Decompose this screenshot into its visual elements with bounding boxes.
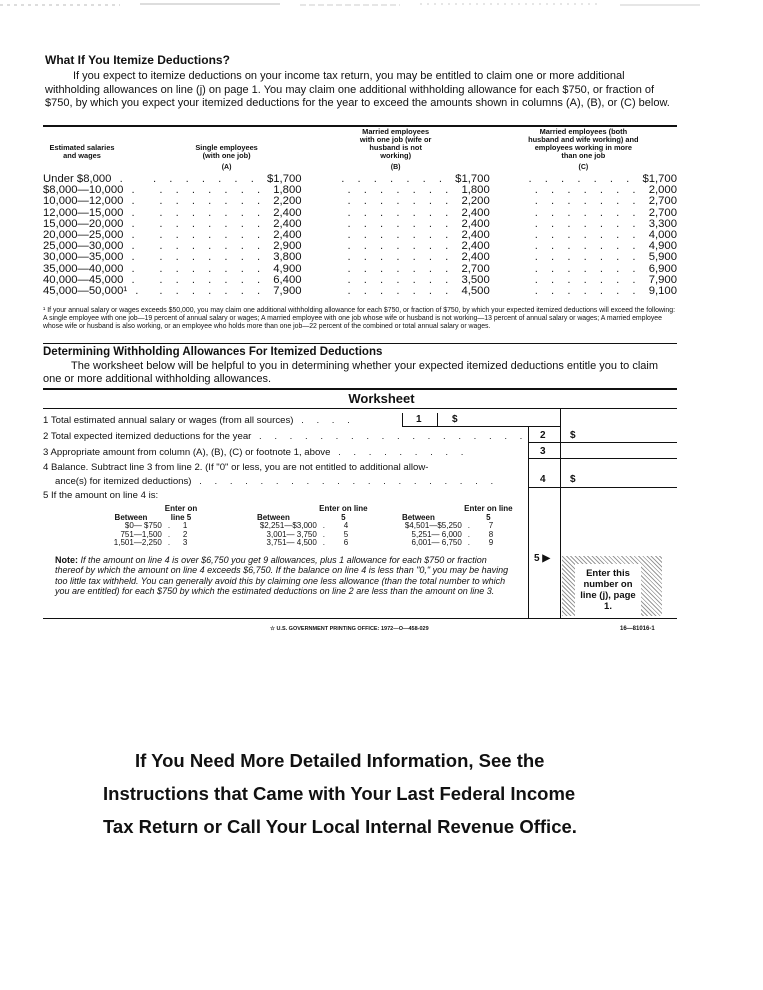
- intro-paragraph: [45, 70, 677, 111]
- line-4b-text: ance(s) for itemized deductions): [55, 476, 192, 487]
- dot-leader: . . . . . . .: [347, 263, 462, 275]
- table-row: [43, 174, 677, 185]
- table-cell-salary: [43, 275, 152, 286]
- table-cell-a: [152, 264, 302, 275]
- table-cell-a: [152, 252, 302, 263]
- cell-salary-text: 15,000—20,000: [43, 218, 124, 230]
- dot-leader: . . . . . . .: [159, 218, 274, 230]
- line-2-dots: . . . . . . . . . . . . . . . . . .: [251, 431, 528, 442]
- range-text: 5,251— 6,000: [411, 529, 462, 539]
- dot-leader: . . . . . . .: [347, 241, 462, 253]
- table-cell-a: [152, 275, 302, 286]
- table-cell-b: [302, 219, 490, 230]
- table-cell-a: [152, 286, 302, 297]
- closing-line-2: Instructions that Came with Your Last Federal Income: [103, 783, 576, 804]
- closing-line-3: Tax Return or Call Your Local Internal Revenue Office.: [103, 816, 577, 837]
- line5-range-row: [375, 539, 515, 548]
- line5-table-header: [100, 505, 200, 522]
- dot-leader: .: [123, 241, 140, 253]
- range-text: 3,001— 3,750: [266, 529, 317, 539]
- section2-paragraph: [43, 360, 677, 386]
- cell-c-text: 4,900: [648, 241, 677, 253]
- dot-leader: . . . . . . .: [159, 230, 274, 242]
- table-cell-b: [302, 275, 490, 286]
- line-1-box-left: [402, 413, 403, 427]
- table-cell-b: [302, 241, 490, 252]
- line5-table-header: [230, 505, 370, 522]
- cell-a-text: 6,400: [273, 274, 302, 286]
- table-cell-a: [152, 185, 302, 196]
- header-c: [490, 128, 677, 174]
- table-row: [43, 185, 677, 196]
- dot-leader: . . . . . . .: [159, 252, 274, 264]
- line-1-dollar: $: [452, 414, 458, 425]
- dot-leader: . . . . . . .: [341, 174, 456, 185]
- dot-leader: . . . . . . .: [534, 185, 649, 197]
- dot-leader: . . . . . . .: [159, 185, 274, 197]
- table-cell-a: [152, 219, 302, 230]
- cell-c-text: 9,100: [648, 286, 677, 298]
- dot-leader: .: [467, 529, 471, 539]
- header-a-col: (A): [221, 164, 232, 171]
- worksheet-top-rule: [43, 388, 677, 390]
- cell-c-text: 7,900: [648, 274, 677, 286]
- dot-leader: .: [123, 218, 140, 230]
- worksheet-number-col-right: [560, 408, 561, 618]
- dot-leader: . . . . . . .: [534, 263, 649, 275]
- dot-leader: .: [123, 207, 140, 219]
- table-cell-c: [490, 196, 677, 207]
- enter-label: Enter on line 5: [164, 504, 198, 522]
- range-text: $0— $750: [124, 521, 162, 530]
- section2-text: The worksheet below will be helpful to you in determining whether your expected itemized deductions entitle you to claim one or more additional withholding allowances.: [43, 360, 658, 385]
- cell-salary-text: 25,000—30,000: [43, 241, 124, 253]
- cell-c-text: $1,700: [642, 174, 677, 185]
- table-cell-b: [302, 286, 490, 297]
- header-a: [152, 128, 302, 174]
- form-number: 16—81016-1: [620, 626, 655, 632]
- table-cell-a: [152, 208, 302, 219]
- line-4-entry-field[interactable]: [528, 487, 677, 488]
- enter-value: 8: [488, 529, 494, 539]
- dot-leader: .: [167, 529, 171, 539]
- dot-leader: . . . . . . .: [534, 286, 649, 298]
- table-cell-salary: [43, 174, 152, 185]
- table-cell-c: [490, 286, 677, 297]
- dot-leader: . . . . . . .: [347, 185, 462, 197]
- table-cell-salary: [43, 196, 152, 207]
- dot-leader: .: [123, 263, 140, 275]
- range-text: 3,751— 4,500: [266, 538, 317, 547]
- cell-salary-text: $8,000—10,000: [43, 185, 124, 197]
- dot-leader: .: [322, 529, 326, 539]
- cell-salary-text: Under $8,000: [43, 174, 112, 185]
- header-salary-text: Estimated salaries and wages: [49, 143, 115, 160]
- line5-table-group-2: [230, 505, 370, 548]
- table-row: [43, 275, 677, 286]
- table-row: [43, 208, 677, 219]
- cell-c-text: 4,000: [648, 230, 677, 242]
- enter-label: Enter on line 5: [319, 504, 368, 522]
- header-c-text: Married employees (both husband and wife working) and employees working in more than one job: [528, 127, 639, 160]
- range-text: 6,001— 6,750: [411, 538, 462, 547]
- table-cell-c: [490, 230, 677, 241]
- section2-rule: [43, 343, 677, 344]
- table-cell-salary: [43, 219, 152, 230]
- note-text: If the amount on line 4 is over $6,750 you get 9 allowances, plus 1 allowance for each $750 or fraction thereof by which the amount on line 4 exceeds $6,750. If the balance on line 4 is less than "0," you may be having too little tax withheld. You can generally avoid this by claiming one less allowance (than the total number to which you are entitled) for each $750 by which the estimated deductions on line 2 are less than the amount on line 3.: [55, 555, 509, 596]
- dot-leader: .: [467, 538, 471, 547]
- allowance-table: [43, 128, 677, 297]
- line-5-number: [534, 553, 550, 564]
- enter-label: Enter on line 5: [464, 504, 513, 522]
- note-label: Note:: [55, 555, 78, 565]
- dot-leader: . . . . . . .: [159, 241, 274, 253]
- table-cell-c: [490, 174, 677, 185]
- intro-text: If you expect to itemize deductions on your income tax return, you may be entitled to claim one or more additional withholding allowances on line (j) on page 1. You may claim one additional withholding allowance for each $750, or fraction of $750, by which you expect your itemized deductions for the year to exceed the amounts shown in columns (A), (B), or (C) below.: [45, 70, 670, 109]
- cell-b-text: 2,400: [461, 218, 490, 230]
- cell-a-text: 2,900: [273, 241, 302, 253]
- cell-salary-text: 10,000—12,000: [43, 196, 124, 208]
- table-cell-salary: [43, 185, 152, 196]
- dot-leader: . . . . . . .: [534, 230, 649, 242]
- dot-leader: . . . . . . .: [153, 174, 267, 185]
- top-edge-marks: [0, 0, 763, 10]
- arrow-right-icon: ▶: [542, 553, 551, 564]
- dot-leader: . . . . . . .: [159, 207, 274, 219]
- enter-value: 1: [182, 521, 188, 530]
- cell-a-text: 1,800: [273, 185, 302, 197]
- enter-value: 5: [343, 529, 349, 539]
- dot-leader: . . . . . . .: [534, 241, 649, 253]
- dot-leader: . . . . . . .: [534, 252, 649, 264]
- table-row: [43, 241, 677, 252]
- table-cell-b: [302, 230, 490, 241]
- table-cell-c: [490, 275, 677, 286]
- header-b-text: Married employees with one job (wife or husband is not working): [359, 127, 432, 160]
- between-label: Between: [114, 512, 148, 522]
- line-2-text: 2 Total expected itemized deductions for the year: [43, 431, 252, 442]
- dot-leader: . . . . . . .: [534, 274, 649, 286]
- enter-value: 9: [488, 538, 494, 547]
- table-cell-a: [152, 230, 302, 241]
- line-2-dollar: $: [570, 430, 576, 441]
- cell-a-text: 2,200: [273, 196, 302, 208]
- line5-table-group-1: [100, 505, 200, 548]
- enter-this-number-box[interactable]: [562, 560, 654, 615]
- cell-b-text: 3,500: [461, 274, 490, 286]
- cell-salary-text: 45,000—50,000¹: [43, 286, 128, 298]
- line-4-number: 4: [540, 474, 546, 485]
- table-row: [43, 252, 677, 263]
- section-heading: What If You Itemize Deductions?: [45, 53, 230, 67]
- table-cell-b: [302, 185, 490, 196]
- closing-line-1: If You Need More Detailed Information, See the: [135, 750, 545, 771]
- section2-heading: Determining Withholding Allowances For Itemized Deductions: [43, 346, 383, 358]
- table-cell-salary: [43, 230, 152, 241]
- dot-leader: .: [123, 252, 140, 264]
- cell-b-text: $1,700: [455, 174, 490, 185]
- dot-leader: . . . . . . .: [534, 207, 649, 219]
- cell-c-text: 6,900: [648, 263, 677, 275]
- cell-a-text: 3,800: [273, 252, 302, 264]
- dot-leader: .: [127, 286, 144, 298]
- dot-leader: .: [467, 521, 471, 530]
- enter-value: 6: [343, 538, 349, 547]
- dot-leader: . . . . . . .: [534, 218, 649, 230]
- table-cell-b: [302, 208, 490, 219]
- worksheet-line-1: [43, 415, 355, 426]
- header-a-text: Single employees (with one job): [195, 143, 258, 160]
- worksheet-title-rule: [43, 408, 677, 409]
- line-3-entry-field[interactable]: [528, 458, 677, 459]
- table-row: [43, 219, 677, 230]
- cell-salary-text: 20,000—25,000: [43, 230, 124, 242]
- table-cell-b: [302, 174, 490, 185]
- table-cell-a: [152, 174, 302, 185]
- dot-leader: . . . . . . .: [534, 196, 649, 208]
- dot-leader: .: [111, 174, 128, 185]
- between-label: Between: [401, 512, 435, 522]
- line-1-box-right: [437, 413, 438, 427]
- line5-table-group-3: [375, 505, 515, 548]
- printing-office-imprint: ☆ U.S. GOVERNMENT PRINTING OFFICE: 1972—O—458-029: [270, 626, 429, 632]
- cell-b-text: 2,400: [461, 230, 490, 242]
- dot-leader: . . . . . . .: [159, 196, 274, 208]
- table-row: [43, 230, 677, 241]
- table-row: [43, 196, 677, 207]
- cell-c-text: 2,700: [648, 207, 677, 219]
- dot-leader: .: [123, 185, 140, 197]
- cell-b-text: 2,400: [461, 241, 490, 253]
- dot-leader: . . . . . . .: [347, 218, 462, 230]
- line-3-text: 3 Appropriate amount from column (A), (B), (C) or footnote 1, above: [43, 447, 331, 458]
- line5-range-row: [230, 539, 370, 548]
- dot-leader: .: [167, 521, 171, 530]
- table-cell-a: [152, 241, 302, 252]
- dot-leader: . . . . . . .: [347, 207, 462, 219]
- line5-range-row: [100, 539, 200, 548]
- cell-a-text: 4,900: [273, 263, 302, 275]
- cell-b-text: 4,500: [461, 286, 490, 298]
- table-cell-c: [490, 241, 677, 252]
- table-cell-c: [490, 208, 677, 219]
- table-cell-c: [490, 185, 677, 196]
- table-cell-salary: [43, 208, 152, 219]
- line-1-entry-field[interactable]: [402, 426, 560, 427]
- enter-value: 2: [182, 529, 188, 539]
- table-row: [43, 264, 677, 275]
- worksheet-bottom-rule: [43, 618, 677, 619]
- cell-a-text: 2,400: [273, 218, 302, 230]
- dot-leader: . . . . . . .: [159, 286, 274, 298]
- worksheet-line-2: [43, 431, 527, 442]
- line-1-number: 1: [416, 414, 422, 425]
- dot-leader: . . . . . . .: [347, 196, 462, 208]
- between-label: Between: [256, 512, 290, 522]
- header-b: [302, 128, 490, 174]
- line-1-dots: . . . .: [293, 415, 355, 426]
- range-text: 751—1,500: [120, 529, 162, 539]
- line5-table-header: [375, 505, 515, 522]
- line-5-number-text: 5: [534, 553, 540, 564]
- cell-b-text: 2,200: [461, 196, 490, 208]
- table-cell-salary: [43, 252, 152, 263]
- enter-value: 3: [182, 538, 188, 547]
- line-4-dots: . . . . . . . . . . . . . . . . . . . .: [191, 476, 499, 487]
- line-2-number: 2: [540, 430, 546, 441]
- cell-c-text: 3,300: [648, 218, 677, 230]
- worksheet-line-3: [43, 447, 468, 458]
- cell-c-text: 2,700: [648, 196, 677, 208]
- cell-salary-text: 35,000—40,000: [43, 263, 124, 275]
- cell-a-text: $1,700: [266, 174, 302, 185]
- line-3-dots: . . . . . . . . .: [330, 447, 469, 458]
- line-4-dollar: $: [570, 474, 576, 485]
- dot-leader: .: [123, 274, 140, 286]
- table-cell-b: [302, 264, 490, 275]
- table-cell-c: [490, 252, 677, 263]
- header-salary: [43, 128, 152, 174]
- cell-a-text: 2,400: [273, 207, 302, 219]
- table-cell-b: [302, 252, 490, 263]
- worksheet-number-col-left: [528, 426, 529, 618]
- dot-leader: .: [322, 521, 326, 530]
- table-cell-c: [490, 219, 677, 230]
- table-footnote: ¹ If your annual salary or wages exceeds $50,000, you may claim one additional withholding allowance for each $750, or fraction of $750, by which your expected itemized deductions will exceed the following: A single employee with one job—19 percent of annual salary or wages; A married employee with one job whose wife or husband is not working—13 percent of annual salary or wages; A married employee whose wife or husband is also working, or an employee who holds more than one job—22 percent of the combined or total annual salary or wages.: [43, 307, 676, 330]
- cell-b-text: 1,800: [461, 185, 490, 197]
- dot-leader: .: [322, 538, 326, 547]
- cell-salary-text: 40,000—45,000: [43, 274, 124, 286]
- cell-c-text: 2,000: [648, 185, 677, 197]
- dot-leader: . . . . . . .: [159, 274, 274, 286]
- table-cell-c: [490, 264, 677, 275]
- dot-leader: . . . . . . .: [347, 230, 462, 242]
- cell-salary-text: 12,000—15,000: [43, 207, 124, 219]
- table-cell-a: [152, 196, 302, 207]
- cell-b-text: 2,400: [461, 207, 490, 219]
- table-row: [43, 286, 677, 297]
- dot-leader: . . . . . . .: [347, 286, 462, 298]
- cell-salary-text: 30,000—35,000: [43, 252, 124, 264]
- cell-b-text: 2,700: [461, 263, 490, 275]
- cell-a-text: 2,400: [273, 230, 302, 242]
- worksheet-note: [55, 555, 515, 596]
- dot-leader: . . . . . . .: [159, 263, 274, 275]
- worksheet-line-4a: 4 Balance. Subtract line 3 from line 2. (If "0" or less, you are not entitled to additional allow-: [43, 462, 429, 473]
- line-3-number: 3: [540, 446, 546, 457]
- enter-box-text: Enter this number on line (j), page 1.: [575, 564, 641, 616]
- dot-leader: . . . . . . .: [347, 274, 462, 286]
- header-c-col: (C): [578, 164, 589, 171]
- worksheet-title: Worksheet: [348, 391, 415, 406]
- cell-a-text: 7,900: [273, 286, 302, 298]
- dot-leader: .: [123, 230, 140, 242]
- cell-b-text: 2,400: [461, 252, 490, 264]
- header-b-col: (B): [390, 164, 401, 171]
- table-cell-salary: [43, 286, 152, 297]
- enter-value: 4: [343, 521, 349, 530]
- line-2-entry-field[interactable]: [528, 442, 677, 443]
- cell-c-text: 5,900: [648, 252, 677, 264]
- dot-leader: . . . . . . .: [347, 252, 462, 264]
- worksheet-line-5: 5 If the amount on line 4 is:: [43, 490, 159, 501]
- dot-leader: .: [123, 196, 140, 208]
- range-text: $4,501—$5,250: [404, 521, 462, 530]
- worksheet-line-4b: [55, 476, 498, 487]
- enter-value: 7: [488, 521, 494, 530]
- range-text: $2,251—$3,000: [259, 521, 317, 530]
- table-cell-b: [302, 196, 490, 207]
- range-text: 1,501—2,250: [113, 538, 162, 547]
- dot-leader: . . . . . . .: [528, 174, 643, 185]
- table-cell-salary: [43, 264, 152, 275]
- table-cell-salary: [43, 241, 152, 252]
- line-1-text: 1 Total estimated annual salary or wages (from all sources): [43, 415, 294, 426]
- dot-leader: .: [167, 538, 171, 547]
